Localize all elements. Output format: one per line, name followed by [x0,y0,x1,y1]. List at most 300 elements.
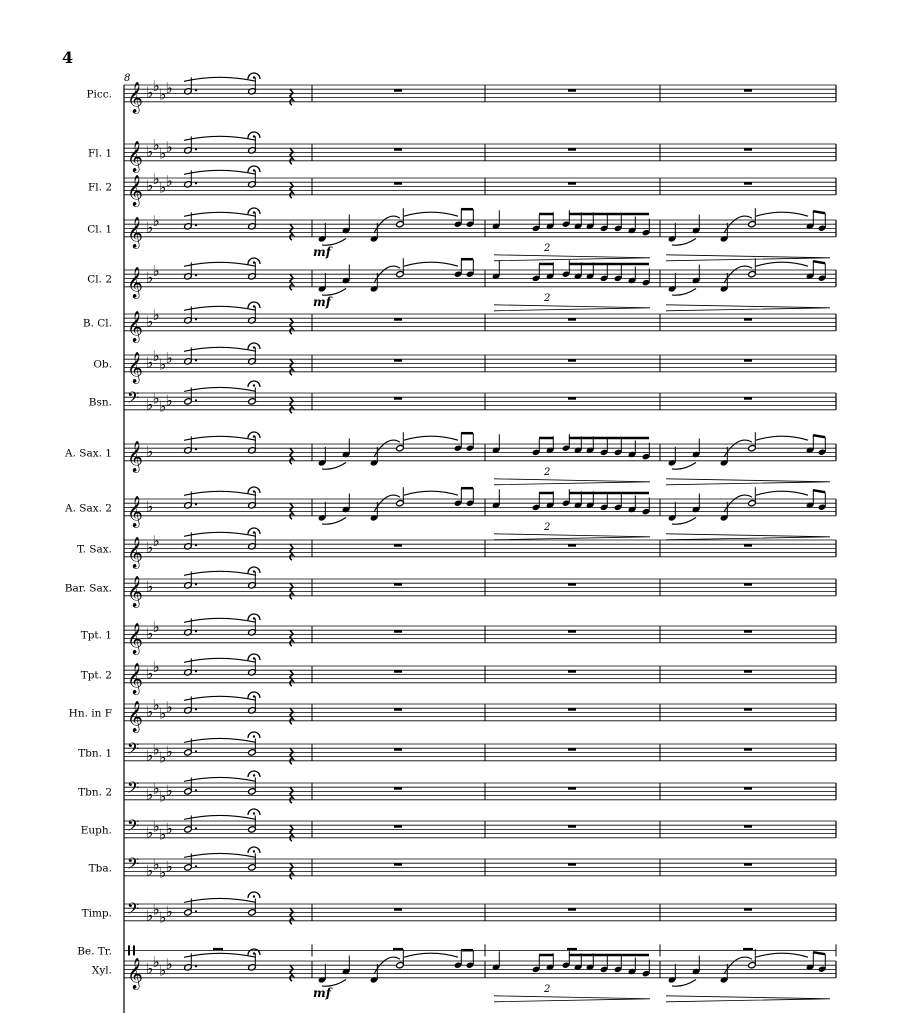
key-flat: ♭ [152,779,160,798]
instrument-label: Tba. [88,862,112,875]
beam [813,435,825,437]
whole-rest [393,948,403,951]
slur [184,738,256,742]
whole-rest [394,318,402,321]
hairpin [494,305,650,311]
beam [813,952,825,954]
slur [184,571,256,575]
bass-clef: 𝄢 [127,855,140,877]
staff-fl-1 [88,132,836,173]
instrument-label: A. Sax. 2 [65,502,112,515]
key-flat: ♭ [165,857,173,876]
key-flat: ♭ [159,748,167,767]
quarter-rest [290,965,293,981]
key-flat: ♭ [152,953,160,972]
key-flat: ♭ [146,442,154,461]
dot [195,827,197,829]
bass-clef: 𝄢 [127,389,140,411]
slur [184,898,256,902]
key-flat: ♭ [146,395,154,414]
dot [195,448,197,450]
fermata-dot [253,570,255,572]
slur [756,491,808,495]
slur [184,306,256,310]
key-flat: ♭ [146,83,154,102]
key-flat: ♭ [152,900,160,919]
whole-rest [394,670,402,673]
instrument-label: Picc. [86,88,112,101]
key-flat: ♭ [165,819,173,838]
slur [184,136,256,140]
treble-clef: 𝄞 [127,266,143,298]
key-flat: ♭ [146,218,154,237]
key-flat: ♭ [165,172,173,191]
staff-b-cl [83,302,836,343]
page-number: 4 [62,48,74,67]
dot [195,224,197,226]
dot [195,910,197,912]
fermata-dot [253,735,255,737]
slur [184,696,256,700]
instrument-label: Cl. 1 [87,223,112,236]
quarter-rest [290,708,293,724]
key-flat: ♭ [146,577,154,596]
key-flat: ♭ [159,863,167,882]
fermata-dot [253,531,255,533]
staff-picc [86,73,836,114]
whole-rest [394,583,402,586]
whole-rest [568,908,576,911]
octave-mark: 8 [124,73,131,84]
whole-rest [744,630,752,633]
fermata-dot [253,812,255,814]
instrument-label: Hn. in F [68,707,112,720]
whole-rest [568,89,576,92]
key-flat: ♭ [146,785,154,804]
fermata-dot [253,261,255,263]
slur [184,491,256,495]
instrument-label: B. Cl. [82,317,112,330]
instrument-label: Fl. 2 [88,181,112,194]
dot [195,503,197,505]
slur [756,436,808,440]
key-flat: ♭ [165,698,173,717]
slur [184,170,256,174]
key-flat: ♭ [159,704,167,723]
slur [672,518,696,525]
hairpin [494,255,650,261]
whole-rest [394,544,402,547]
whole-rest [394,748,402,751]
key-flat: ♭ [146,538,154,557]
tuplet-number: 2 [544,292,551,304]
quarter-rest [290,787,293,803]
quarter-rest [290,908,293,924]
key-flat: ♭ [146,624,154,643]
whole-rest [568,630,576,633]
key-flat: ♭ [146,861,154,880]
key-flat: ♭ [159,178,167,197]
fermata-dot [253,895,255,897]
slur [184,77,256,81]
instrument-label: Euph. [80,824,112,837]
quarter-rest [290,630,293,646]
key-flat: ♭ [152,347,160,366]
whole-rest [394,359,402,362]
whole-rest [744,397,752,400]
key-flat: ♭ [146,312,154,331]
key-flat: ♭ [146,746,154,765]
fermata-dot [253,384,255,386]
key-flat: ♭ [159,144,167,163]
staff-xyl [92,949,836,1002]
whole-rest [568,670,576,673]
tuplet-number: 2 [544,983,551,995]
whole-rest [568,863,576,866]
whole-rest [394,825,402,828]
slur [184,853,256,857]
whole-rest [744,708,752,711]
dot [195,359,197,361]
instrument-label: Xyl. [91,964,112,977]
instrument-label: Timp. [81,907,112,920]
beam [813,211,825,213]
hairpin [666,534,830,540]
whole-rest [744,825,752,828]
hairpin [666,479,830,485]
treble-clef: 𝄞 [127,440,143,472]
hairpin [494,534,650,540]
key-flat: ♭ [165,138,173,157]
dot [195,789,197,791]
dot [195,965,197,967]
key-flat: ♭ [165,349,173,368]
staff-cl-1 [87,208,836,261]
staff-hn-in-f [69,692,836,733]
key-flat: ♭ [159,961,167,980]
staff-tpt-2 [81,654,836,695]
key-flat: ♭ [146,268,154,287]
fermata-dot [253,169,255,171]
treble-clef: 𝄞 [127,575,143,607]
fermata-dot [253,774,255,776]
key-flat: ♭ [152,855,160,874]
fermata-dot [253,211,255,213]
key-flat: ♭ [152,170,160,189]
key-flat: ♭ [152,77,160,96]
percussion-clef [133,945,135,955]
whole-rest [568,708,576,711]
slur [672,980,696,987]
dot [195,182,197,184]
whole-rest [744,670,752,673]
treble-clef: 𝄞 [127,495,143,527]
quarter-rest [290,182,293,198]
instrument-label: Tbn. 1 [78,747,112,760]
slur [404,491,458,495]
beam [813,261,825,263]
staff-ob [93,343,836,384]
key-flat: ♭ [152,262,160,281]
whole-rest [744,148,752,151]
slur [184,815,256,819]
slur [404,436,458,440]
hairpin [494,996,650,1002]
slur [184,532,256,536]
fermata-dot [253,435,255,437]
slur [672,289,696,296]
quarter-rest [290,274,293,290]
whole-rest [744,583,752,586]
key-flat: ♭ [152,306,160,325]
staff-a-sax-1 [64,432,836,485]
key-flat: ♭ [152,696,160,715]
whole-rest [744,908,752,911]
fermata-dot [253,695,255,697]
staff-timp [82,892,836,927]
quarter-rest [290,544,293,560]
whole-rest [394,182,402,185]
quarter-rest [290,503,293,519]
quarter-rest [290,583,293,599]
staff-tba [89,847,836,882]
bass-clef: 𝄢 [127,817,140,839]
key-flat: ♭ [165,742,173,761]
whole-rest [744,182,752,185]
key-flat: ♭ [165,391,173,410]
dot [195,708,197,710]
whole-rest [567,948,577,951]
dynamic-mf: mf [313,244,331,259]
key-flat: ♭ [146,702,154,721]
key-flat: ♭ [159,908,167,927]
key-flat: ♭ [146,353,154,372]
key-flat: ♭ [152,618,160,637]
key-flat: ♭ [152,658,160,677]
key-flat: ♭ [146,823,154,842]
fermata-dot [253,617,255,619]
treble-clef: 𝄞 [127,216,143,248]
quarter-rest [290,318,293,334]
slur [184,212,256,216]
staff-euph [81,809,836,844]
staff-fl-2 [88,166,836,207]
instrument-label: Ob. [93,358,112,371]
hairpin [666,305,830,311]
slur [184,618,256,622]
slur [404,262,458,266]
slur [184,777,256,781]
key-flat: ♭ [165,79,173,98]
bass-clef: 𝄢 [127,900,140,922]
treble-clef: 𝄞 [127,957,143,989]
key-flat: ♭ [159,397,167,416]
treble-clef: 𝄞 [127,662,143,694]
dot [195,318,197,320]
fermata-dot [253,305,255,307]
staff-bar-sax [65,567,836,608]
quarter-rest [290,397,293,413]
staff-tbn-1 [78,732,836,767]
slur [672,239,696,246]
staff-cl-2 [87,258,836,311]
key-flat: ♭ [159,787,167,806]
instrument-label: T. Sax. [77,543,112,556]
quarter-rest [290,224,293,240]
key-flat: ♭ [165,781,173,800]
treble-clef: 𝄞 [127,536,143,568]
staff-a-sax-2 [64,487,836,540]
quarter-rest [290,448,293,464]
instrument-label: Bar. Sax. [64,582,112,595]
staff-tbn-2 [78,771,836,806]
quarter-rest [290,148,293,164]
whole-rest [744,318,752,321]
whole-rest [568,544,576,547]
whole-rest [213,948,223,951]
dot [195,583,197,585]
whole-rest [394,908,402,911]
quarter-rest [290,748,293,764]
whole-rest [568,583,576,586]
key-flat: ♭ [146,664,154,683]
dot [195,630,197,632]
key-flat: ♭ [152,136,160,155]
tuplet-number: 2 [544,242,551,254]
whole-rest [394,787,402,790]
fermata-dot [253,135,255,137]
quarter-rest [290,863,293,879]
whole-rest [568,787,576,790]
key-flat: ♭ [159,355,167,374]
key-flat: ♭ [146,906,154,925]
dynamic-mf: mf [313,294,331,309]
staff-bsn [89,381,836,416]
fermata-dot [253,657,255,659]
slur [756,212,808,216]
whole-rest [394,630,402,633]
whole-rest [568,397,576,400]
dot [195,544,197,546]
whole-rest [744,863,752,866]
key-flat: ♭ [165,902,173,921]
whole-rest [744,544,752,547]
key-flat: ♭ [146,497,154,516]
fermata-dot [253,346,255,348]
treble-clef: 𝄞 [127,351,143,383]
whole-rest [568,182,576,185]
slur [184,262,256,266]
slur [756,953,808,957]
whole-rest [568,359,576,362]
dot [195,670,197,672]
staff-t-sax [77,528,836,569]
slur [184,436,256,440]
treble-clef: 𝄞 [127,174,143,206]
key-flat: ♭ [159,825,167,844]
dot [195,148,197,150]
instrument-label: Tbn. 2 [78,786,112,799]
bass-clef: 𝄢 [127,740,140,762]
beam [813,490,825,492]
slur [756,262,808,266]
key-flat: ♭ [152,212,160,231]
quarter-rest [290,89,293,105]
slur [322,518,346,525]
whole-rest [394,397,402,400]
key-flat: ♭ [159,85,167,104]
treble-clef: 𝄞 [127,622,143,654]
key-flat: ♭ [165,955,173,974]
whole-rest [394,148,402,151]
slur [184,658,256,662]
slur [404,212,458,216]
whole-rest [568,825,576,828]
instrument-label: Bsn. [88,396,112,409]
treble-clef: 𝄞 [127,81,143,113]
fermata-dot [253,76,255,78]
instrument-label: Fl. 1 [88,147,112,160]
whole-rest [743,948,753,951]
instrument-label: Tpt. 1 [80,629,112,642]
whole-rest [394,708,402,711]
whole-rest [568,748,576,751]
staff-tpt-1 [81,614,836,655]
hairpin [666,996,830,1002]
tuplet-number: 2 [544,521,551,533]
whole-rest [394,863,402,866]
whole-rest [568,148,576,151]
fermata-dot [253,850,255,852]
slur [184,953,256,957]
key-flat: ♭ [152,740,160,759]
dot [195,399,197,401]
instrument-label: A. Sax. 1 [65,447,112,460]
slur [322,463,346,470]
treble-clef: 𝄞 [127,700,143,732]
key-flat: ♭ [152,389,160,408]
slur [184,347,256,351]
whole-rest [744,89,752,92]
key-flat: ♭ [146,959,154,978]
instrument-label: Cl. 2 [87,273,112,286]
key-flat: ♭ [152,817,160,836]
fermata-dot [253,952,255,954]
treble-clef: 𝄞 [127,140,143,172]
fermata-dot [253,490,255,492]
slur [672,463,696,470]
quarter-rest [290,825,293,841]
instrument-label: Tpt. 2 [80,669,112,682]
bass-clef: 𝄢 [127,779,140,801]
whole-rest [744,787,752,790]
tuplet-number: 2 [544,466,551,478]
dynamic-mf: mf [313,985,331,1000]
key-flat: ♭ [152,532,160,551]
quarter-rest [290,359,293,375]
dot [195,865,197,867]
quarter-rest [290,670,293,686]
percussion-clef [128,945,130,955]
dot [195,274,197,276]
instrument-label: Be. Tr. [77,945,112,958]
slur [404,953,458,957]
whole-rest [744,359,752,362]
hairpin [494,479,650,485]
whole-rest [744,748,752,751]
whole-rest [394,89,402,92]
hairpin [666,255,830,261]
